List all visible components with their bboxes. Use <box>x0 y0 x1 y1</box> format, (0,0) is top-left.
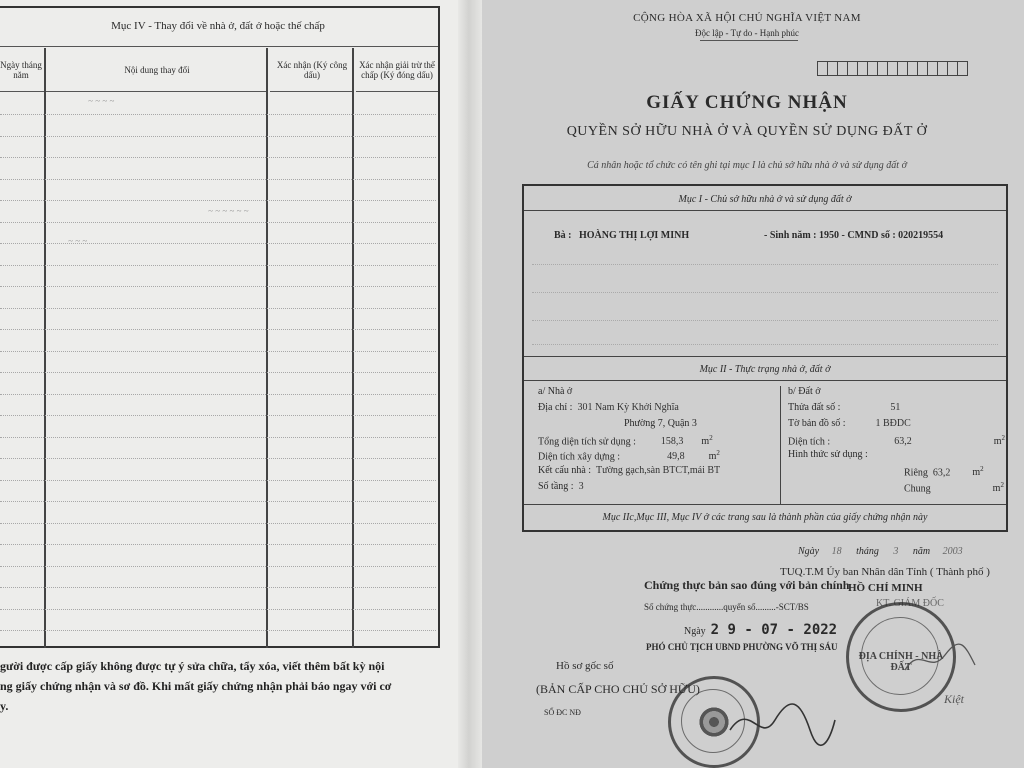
built-area-value: 49,8 <box>667 451 685 463</box>
owner-name-value: HOÀNG THỊ LỢI MINH <box>579 230 690 241</box>
table-row <box>0 136 436 137</box>
unit-sup: 2 <box>1000 481 1004 489</box>
certify-title: Chứng thực bản sao đúng với bản chính <box>644 578 850 592</box>
certify-book-suffix: -SCT/BS <box>775 602 809 612</box>
table-row <box>0 501 436 502</box>
certificate-subtitle: QUYỀN SỞ HỮU NHÀ Ở VÀ QUYỀN SỬ DỤNG ĐẤT Ở <box>566 124 928 139</box>
month-value: 3 <box>893 546 899 557</box>
unit: m <box>993 436 1002 448</box>
land-area-label: Diện tích : <box>788 436 831 448</box>
section-iv-title: Mục IV - Thay đổi về nhà ở, đất ở hoặc thế chấp <box>0 8 438 47</box>
built-area-label: Diện tích xây dựng : <box>538 451 621 463</box>
section-ii-heading: Mục II - Thực trạng nhà ở, đất ở <box>699 364 831 375</box>
unit: m <box>972 467 981 479</box>
shared-field <box>904 481 1004 494</box>
changes-table <box>0 6 440 648</box>
address-label: Địa chỉ : <box>538 402 573 413</box>
land-area-field <box>788 434 1005 447</box>
floors-value: 3 <box>578 481 584 492</box>
divider <box>524 210 1006 211</box>
table-row <box>0 351 436 352</box>
table-row <box>0 308 436 309</box>
table-row <box>0 566 436 567</box>
signature-mark <box>900 640 980 680</box>
owner-name <box>554 230 689 241</box>
divider <box>524 380 1006 381</box>
shared-label: Chung <box>904 483 931 495</box>
original-file: Hồ sơ gốc số <box>556 660 614 672</box>
stamp-text: ĐỊA CHÍNH - NHÀ ĐẤT <box>858 651 944 673</box>
col-date-header: Ngày tháng năm <box>0 48 44 92</box>
certificate-table <box>522 184 1008 532</box>
land-area-value: 63,2 <box>894 436 912 448</box>
floors-label: Số tầng : <box>538 481 574 492</box>
unit-sup: 2 <box>1001 434 1005 442</box>
total-area-label: Tổng diện tích sử dụng : <box>538 436 636 448</box>
table-row <box>0 394 436 395</box>
unit: m <box>708 451 717 463</box>
section-i-heading: Mục I - Chủ sở hữu nhà ở và sử dụng đất ở <box>678 194 852 205</box>
dotted-line <box>532 320 998 321</box>
structure-field <box>538 465 720 476</box>
faded-entry: ~ ~ ~ ~ ~ ~ <box>208 206 249 216</box>
private-label: Riêng <box>904 467 928 479</box>
national-motto: Độc lập - Tự do - Hạnh phúc <box>695 28 799 38</box>
owner-prefix: Bà : <box>554 230 572 241</box>
address-line2: Phường 7, Quận 3 <box>624 418 697 429</box>
address-field <box>538 402 679 413</box>
col-divider <box>44 48 46 648</box>
table-row <box>0 222 436 223</box>
warning-line: y. <box>0 699 9 713</box>
structure-value: Tường gạch,sàn BTCT,mái BT <box>596 465 721 476</box>
private-value: 63,2 <box>932 467 951 479</box>
plot-value: 51 <box>890 402 901 413</box>
map-field <box>788 418 911 429</box>
table-row <box>0 286 436 287</box>
map-label: Tờ bản đồ số : <box>788 418 846 429</box>
issuer-city: HỒ CHÍ MINH <box>848 582 923 594</box>
signature-mark <box>720 690 840 750</box>
col-divider <box>266 48 268 648</box>
address-line1: 301 Nam Kỳ Khởi Nghĩa <box>577 402 679 413</box>
plot-label: Thửa đất số : <box>788 402 841 413</box>
divider <box>524 504 1006 505</box>
table-row <box>0 587 436 588</box>
certificate-note: Cá nhân hoặc tổ chức có tên ghi tại mục I là chủ sở hữu nhà ở và sử dụng đất ở <box>587 160 907 171</box>
signature-name: Kiệt <box>944 692 964 706</box>
structure-label: Kết cấu nhà : <box>538 465 592 476</box>
col-divider <box>352 48 354 648</box>
table-row <box>0 329 436 330</box>
unit: m <box>992 483 1001 495</box>
table-row <box>0 243 436 244</box>
deputy-label: KT. GIÁM ĐỐC <box>876 598 944 609</box>
certify-number: Số chứng thực............quyển số.........-SCT/BS <box>644 602 809 612</box>
motto-underline <box>700 40 798 41</box>
table-row <box>0 200 436 201</box>
certify-book-label: quyển số <box>723 602 756 612</box>
dotted-line <box>532 344 998 345</box>
table-row <box>0 114 436 115</box>
faded-entry: ~ ~ ~ ~ <box>88 96 115 106</box>
certify-number-label: Số chứng thực <box>644 602 697 612</box>
faded-entry: ~ ~ ~ <box>68 236 88 246</box>
year-value: 2003 <box>942 546 963 557</box>
table-row <box>0 544 436 545</box>
certify-date-label: Ngày <box>684 626 706 637</box>
table-row <box>0 372 436 373</box>
certify-official: PHÓ CHỦ TỊCH UBND PHƯỜNG VÕ THỊ SÁU <box>646 642 838 652</box>
floors-field <box>538 481 584 492</box>
total-area-value: 158,3 <box>660 436 684 448</box>
unit-sup: 2 <box>980 465 984 473</box>
pages-note: Mục IIc,Mục III, Mục IV ở các trang sau là thành phần của giấy chứng nhận này <box>602 512 928 523</box>
built-area-field <box>538 449 720 462</box>
table-row <box>0 157 436 158</box>
map-value: 1 BĐDC <box>875 418 911 429</box>
left-page <box>0 0 470 768</box>
table-row <box>0 458 436 459</box>
table-row <box>0 265 436 266</box>
col-confirm-header: Xác nhận (Ký công dấu) <box>270 48 354 92</box>
unit-sup: 2 <box>716 449 720 457</box>
table-row <box>0 179 436 180</box>
land-label: b/ Đất ở <box>788 386 821 397</box>
copy-for-owner: (BẢN CẤP CHO CHỦ SỞ HỮU) <box>536 682 700 696</box>
certificate-title: GIẤY CHỨNG NHẬN <box>646 92 848 113</box>
day-label: Ngày <box>798 546 820 557</box>
plot-field <box>788 402 900 413</box>
certify-date <box>684 622 837 638</box>
col-content-header: Nội dung thay đổi <box>46 48 268 92</box>
table-row <box>0 609 436 610</box>
document-number: SỐ ĐC NĐ <box>544 708 581 717</box>
warning-line: ng giấy chứng nhận và sơ đồ. Khi mất giấy chứng nhận phải báo ngay với cơ <box>0 679 392 693</box>
owner-birth-id: - Sinh năm : 1950 - CMND số : 020219554 <box>764 230 944 241</box>
dotted-line <box>532 292 998 293</box>
unit-sup: 2 <box>709 434 713 442</box>
table-row <box>0 630 436 631</box>
issuer-authority: TUQ.T.M Ủy ban Nhân dân Tỉnh ( Thành phố ) <box>780 566 990 578</box>
warning-line: gười được cấp giấy không được tự ý sửa chữa, tẩy xóa, viết thêm bất kỳ nội <box>0 659 385 673</box>
unit: m <box>701 436 710 448</box>
dotted-line <box>532 264 998 265</box>
column-divider <box>780 386 781 504</box>
table-row <box>0 415 436 416</box>
month-label: tháng <box>856 546 879 557</box>
private-field <box>904 465 984 478</box>
usage-label: Hình thức sử dụng : <box>788 449 868 460</box>
divider <box>524 356 1006 357</box>
col-release-header: Xác nhận giải trừ thế chấp (Ký đóng dấu) <box>356 48 438 92</box>
warning-text <box>0 656 455 716</box>
total-area-field <box>538 434 713 447</box>
serial-number-boxes <box>818 61 968 76</box>
national-title: CỘNG HÒA XÃ HỘI CHỦ NGHĨA VIỆT NAM <box>633 12 861 24</box>
table-row <box>0 437 436 438</box>
table-row <box>0 523 436 524</box>
table-row <box>0 480 436 481</box>
house-label: a/ Nhà ở <box>538 386 573 397</box>
certify-date-value: 2 9 - 07 - 2022 <box>710 622 838 638</box>
year-label: năm <box>912 546 931 557</box>
issue-date <box>798 546 963 557</box>
day-value: 18 <box>831 546 842 557</box>
